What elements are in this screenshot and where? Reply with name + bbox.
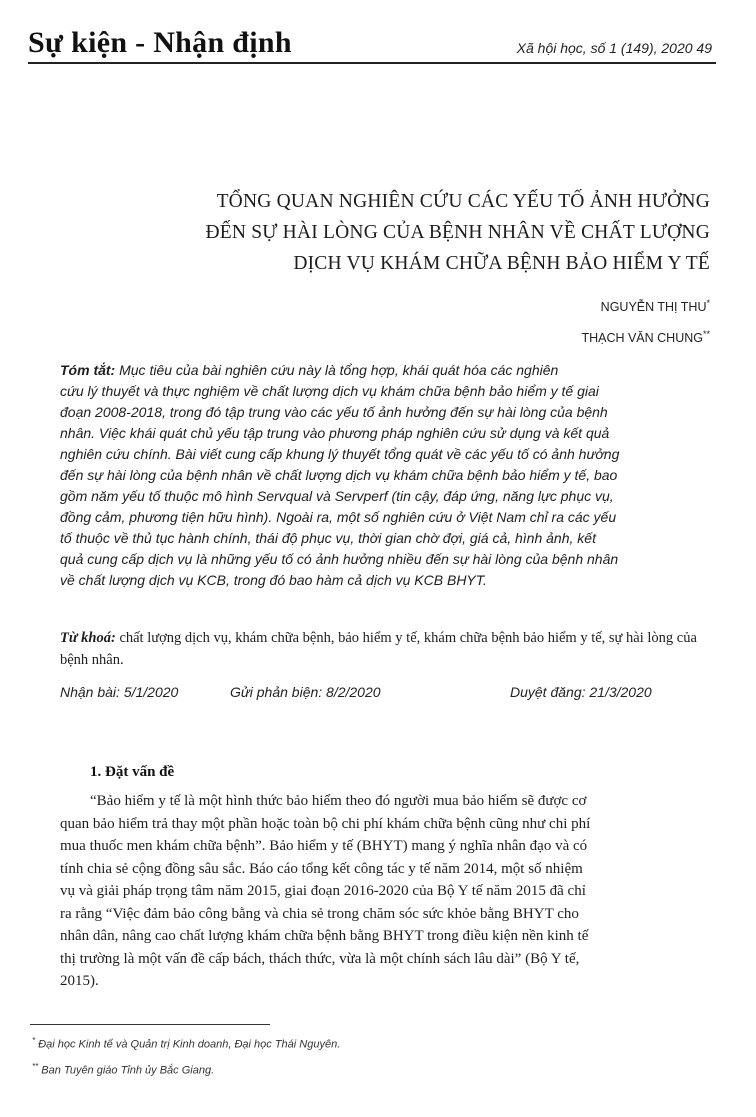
abstract-line: nghiên cứu chính. Bài viết cung cấp khung lý thuyết tổng quát về các yếu tố có ảnh hưởng [60,446,620,462]
header-rule [28,62,716,64]
abstract-line: quả cung cấp dịch vụ là những yếu tố có ảnh hưởng nhiều đến sự hài lòng của bệnh nhân [60,551,619,567]
date-received: Nhận bài: 5/1/2020 [60,684,179,700]
body-line: 2015). [60,973,99,989]
author-name: NGUYỄN THỊ THU [600,300,707,315]
abstract-line: tố thuộc về thủ tục hành chính, thái độ phục vụ, thời gian chờ đợi, giá cả, hình ảnh, kết [60,530,596,546]
body-line: quan bảo hiểm trả thay một phần hoặc toàn bộ chi phí khám chữa bệnh cũng như chi phí [60,815,591,832]
date-reviewed: Gửi phản biện: 8/2/2020 [230,684,381,700]
title-line: ĐẾN SỰ HÀI LÒNG CỦA BỆNH NHÂN VỀ CHẤT LƯỢNG [205,222,710,243]
page-header [28,26,728,66]
abstract [60,360,690,591]
section-body [60,790,708,993]
title-line: DỊCH VỤ KHÁM CHỮA BỆNH BẢO HIỂM Y TẾ [293,253,710,274]
abstract-line: đồng cảm, phương tiện hữu hình). Ngoài ra, một số nghiên cứu ở Việt Nam chỉ ra các yếu [60,509,617,525]
body-line: vụ và giải pháp trọng tâm năm 2015, giai đoạn 2016-2020 của Bộ Y tế năm 2015 đã chỉ [60,883,586,899]
title-line: TỔNG QUAN NGHIÊN CỨU CÁC YẾU TỐ ẢNH HƯỞNG [216,191,710,212]
section-heading: 1. Đặt vấn đề [90,764,175,780]
body-line: tính chia sẻ cộng đồng sâu sắc. Báo cáo tổng kết công tác y tế năm 2014, một số nhiệm [60,860,583,877]
footnote [32,1056,340,1082]
footnotes [32,1030,340,1081]
article-title [100,186,710,279]
body-line: mua thuốc men khám chữa bệnh”. Bảo hiểm y tế (BHYT) mang ý nghĩa nhân đạo và có [60,838,588,854]
keywords-text: chất lượng dịch vụ, khám chữa bệnh, bảo hiểm y tế, khám chữa bệnh bảo hiểm y tế, sự hài lòng của bệnh nhân. [60,630,697,668]
abstract-line: đoạn 2008-2018, trong đó tập trung vào các yếu tố ảnh hưởng đến sự hài lòng của bệnh [60,404,608,420]
journal-info: Xã hội học, số 1 (149), 2020 49 [516,40,712,56]
footnote-text: Đại học Kinh tế và Quản trị Kinh doanh, Đại học Thái Nguyên. [35,1038,341,1051]
abstract-label: Tóm tắt: [60,362,116,378]
date-approved: Duyệt đăng: 21/3/2020 [510,684,652,700]
section-title: Sự kiện - Nhận định [28,26,292,59]
keywords [60,627,700,671]
author-mark: ** [702,329,710,340]
footnote-mark: * [32,1036,36,1045]
abstract-line: nhân. Việc khái quát chủ yếu tập trung vào phương pháp nghiên cứu sử dụng và kết quả [60,425,610,441]
abstract-line: cứu lý thuyết và thực nghiệm về chất lượng dịch vụ khám chữa bệnh bảo hiểm y tế giai [60,383,599,399]
footnote-text: Ban Tuyên giáo Tỉnh ủy Bắc Giang. [38,1064,215,1077]
author [581,290,710,321]
author-mark: * [706,298,710,308]
footnote-mark: ** [32,1061,39,1071]
author [581,321,710,352]
footnote-rule [30,1024,270,1025]
author-name: THẠCH VĂN CHUNG [581,331,703,346]
abstract-line: đến sự hài lòng của bệnh nhân về chất lượng dịch vụ khám chữa bệnh bảo hiểm y tế, bao [60,467,618,483]
body-line: nhân dân, nâng cao chất lượng khám chữa bệnh bằng BHYT trong điều kiện nền kinh tế [60,928,589,944]
body-line: thị trường là một vấn đề cấp bách, thách thức, vừa là một chính sách lâu dài” (Bộ Y tế, [60,950,580,967]
abstract-line: gồm năm yếu tố thuộc mô hình Servqual và Servperf (tin cậy, đáp ứng, năng lực phục vụ, [60,488,614,504]
authors [581,290,710,352]
abstract-line: Tóm tắt: Mục tiêu của bài nghiên cứu này là tổng hợp, khái quát hóa các nghiên [60,362,559,378]
publication-dates [60,684,690,706]
body-line: “Bảo hiểm y tế là một hình thức bảo hiểm theo đó người mua bảo hiểm sẽ được cơ [60,793,587,809]
footnote [32,1030,340,1056]
body-line: ra rằng “Việc đảm bảo công bằng và chia sẻ trong chăm sóc sức khỏe bằng BHYT cho [60,905,579,922]
keywords-label: Từ khoá: [60,630,116,646]
abstract-line: về chất lượng dịch vụ KCB, trong đó bao hàm cả dịch vụ KCB BHYT. [60,572,487,588]
